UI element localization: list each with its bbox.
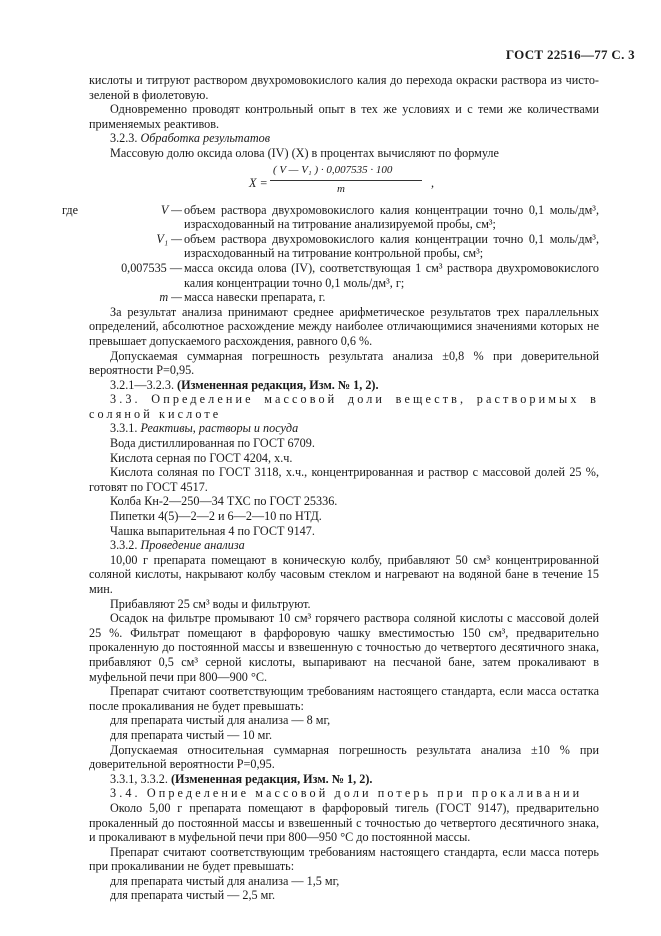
amendment-number: 3.2.1—3.2.3. <box>110 377 174 392</box>
legend-row <box>89 290 599 305</box>
section-heading-3-4: 3.4. Определение массовой доли потерь при прокаливании <box>110 786 583 801</box>
fraction-bar <box>270 180 422 181</box>
paragraph: кислоты и титруют раствором двухромовокислого калия до перехода окраски раствора из чисто-зеленой в фиолетовую. <box>89 73 599 102</box>
legend-where: где <box>62 202 79 217</box>
legend-key: 0,007535 — <box>121 260 182 275</box>
paragraph: Осадок на фильтре промывают 10 см³ горячего раствора соляной кислоты с массовой долей 25 %. Фильтрат помещают в фарфоровую чашку вместимостью 150 см³, предварительно прокаленную до постоянной массы и взвешенную с точностью до четвертого десятичного знака, прибавляют 0,5 см³ серной кислоты, выпаривают на песчаной бане, затем прокаливают в муфельной печи при 800—900 °С. <box>89 611 599 684</box>
page-header: ГОСТ 22516—77 С. 3 <box>505 47 635 62</box>
legend-row <box>89 232 599 261</box>
paragraph: для препарата чистый для анализа — 8 мг, <box>110 713 331 728</box>
reagent-item: Кислота серная по ГОСТ 4204, х.ч. <box>110 450 293 465</box>
paragraph: для препарата чистый для анализа — 1,5 мг, <box>110 873 340 888</box>
paragraph: За результат анализа принимают среднее арифметическое результатов трех параллельных определений, абсолютное расхождение между наиболее отличающимися значениями которых не превышает допускаемого расхождения, равного 0,6 %. <box>89 304 599 348</box>
paragraph: Около 5,00 г препарата помещают в фарфоровый тигель (ГОСТ 9147), предварительно прокаленный до постоянной массы и взвешенный с точностью до четвертого десятичного знака, и прокаливают в муфельной печи при 800—950 °С до постоянной массы. <box>89 800 599 845</box>
reagent-item: Вода дистиллированная по ГОСТ 6709. <box>110 436 315 451</box>
formula-legend <box>62 202 599 305</box>
legend-text: объем раствора двухромовокислого калия концентрации точно 0,1 моль/дм³, израсходованный на титрование анализируемой пробы, см³; <box>184 202 599 232</box>
section-number: 3.3.2. <box>110 538 138 553</box>
paragraph: Препарат считают соответствующим требованиям настоящего стандарта, если масса остатка после прокаливания не будет превышать: <box>89 684 599 713</box>
reagent-item: Пипетки 4(5)—2—2 и 6—2—10 по НТД. <box>110 509 322 524</box>
legend-row <box>89 261 599 290</box>
reagent-item: Чашка выпарительная 4 по ГОСТ 9147. <box>110 523 315 538</box>
formula-numerator: ( V — V₁ ) · 0,007535 · 100 <box>273 163 393 176</box>
paragraph: Препарат считают соответствующим требованиям настоящего стандарта, если масса потерь при прокаливании не будет превышать: <box>89 844 599 874</box>
formula-denominator: m <box>337 182 345 195</box>
section-number: 3.3.1. <box>110 421 138 436</box>
paragraph: для препарата чистый — 2,5 мг. <box>110 888 276 903</box>
section-title: Обработка результатов <box>140 131 271 146</box>
reagent-item: Колба Кн-2—250—34 ТХС по ГОСТ 25336. <box>110 494 338 509</box>
legend-key: m — <box>159 290 182 305</box>
paragraph: 10,00 г препарата помещают в коническую колбу, прибавляют 50 см³ концентрированной соляной кислоты, накрывают колбу часовым стеклом и нагревают на водяной бане в течение 15 мин. <box>89 552 599 596</box>
legend-row <box>62 202 599 232</box>
section-heading-3-2-3 <box>89 131 599 146</box>
amendment-text: (Измененная редакция, Изм. № 1, 2). <box>177 377 379 392</box>
section-heading-3-3-1 <box>89 421 599 436</box>
legend-key: V — <box>160 202 182 217</box>
section-heading-3-3: 3.3. Определение массовой доли веществ, растворимых в соляной кислоте <box>89 392 599 421</box>
legend-text: масса оксида олова (IV), соответствующая 1 см³ раствора двухромовокислого калия концентрации точно 0,1 моль/дм³, г; <box>184 260 599 290</box>
formula-lhs: X = <box>249 175 268 190</box>
section-number: 3.2.3. <box>110 131 138 146</box>
paragraph: Массовую долю оксида олова (IV) (X) в процентах вычисляют по формуле <box>110 145 499 160</box>
paragraph: Допускаемая относительная суммарная погрешность результата анализа ±10 % при доверительной вероятности Р=0,95. <box>89 742 599 772</box>
paragraph: Прибавляют 25 см³ воды и фильтруют. <box>110 596 311 611</box>
legend-key: V₁ — <box>156 231 182 246</box>
formula <box>89 163 599 197</box>
amendment-note <box>89 378 599 393</box>
paragraph: Одновременно проводят контрольный опыт в тех же условиях и с теми же количествами применяемых реактивов. <box>89 102 599 131</box>
reagent-item: Кислота соляная по ГОСТ 3118, х.ч., концентрированная и раствор с массовой долей 25 %, готовят по ГОСТ 4517. <box>89 465 599 494</box>
document-body <box>62 73 599 903</box>
formula-tail: , <box>431 175 435 190</box>
amendment-note <box>89 772 599 787</box>
amendment-text: (Измененная редакция, Изм. № 1, 2). <box>170 771 373 786</box>
paragraph: Допускаемая суммарная погрешность результата анализа ±0,8 % при доверительной вероятности Р=0,95. <box>89 348 599 378</box>
section-title: Реактивы, растворы и посуда <box>140 421 299 436</box>
legend-text: объем раствора двухромовокислого калия концентрации точно 0,1 моль/дм³, израсходованный на титрование контрольной пробы, см³; <box>184 231 599 261</box>
section-heading-3-3-2 <box>89 538 599 553</box>
paragraph: для препарата чистый — 10 мг. <box>110 727 273 742</box>
section-title: Проведение анализа <box>140 538 245 553</box>
amendment-number: 3.3.1, 3.3.2. <box>110 771 168 786</box>
legend-text: масса навески препарата, г. <box>184 290 326 305</box>
